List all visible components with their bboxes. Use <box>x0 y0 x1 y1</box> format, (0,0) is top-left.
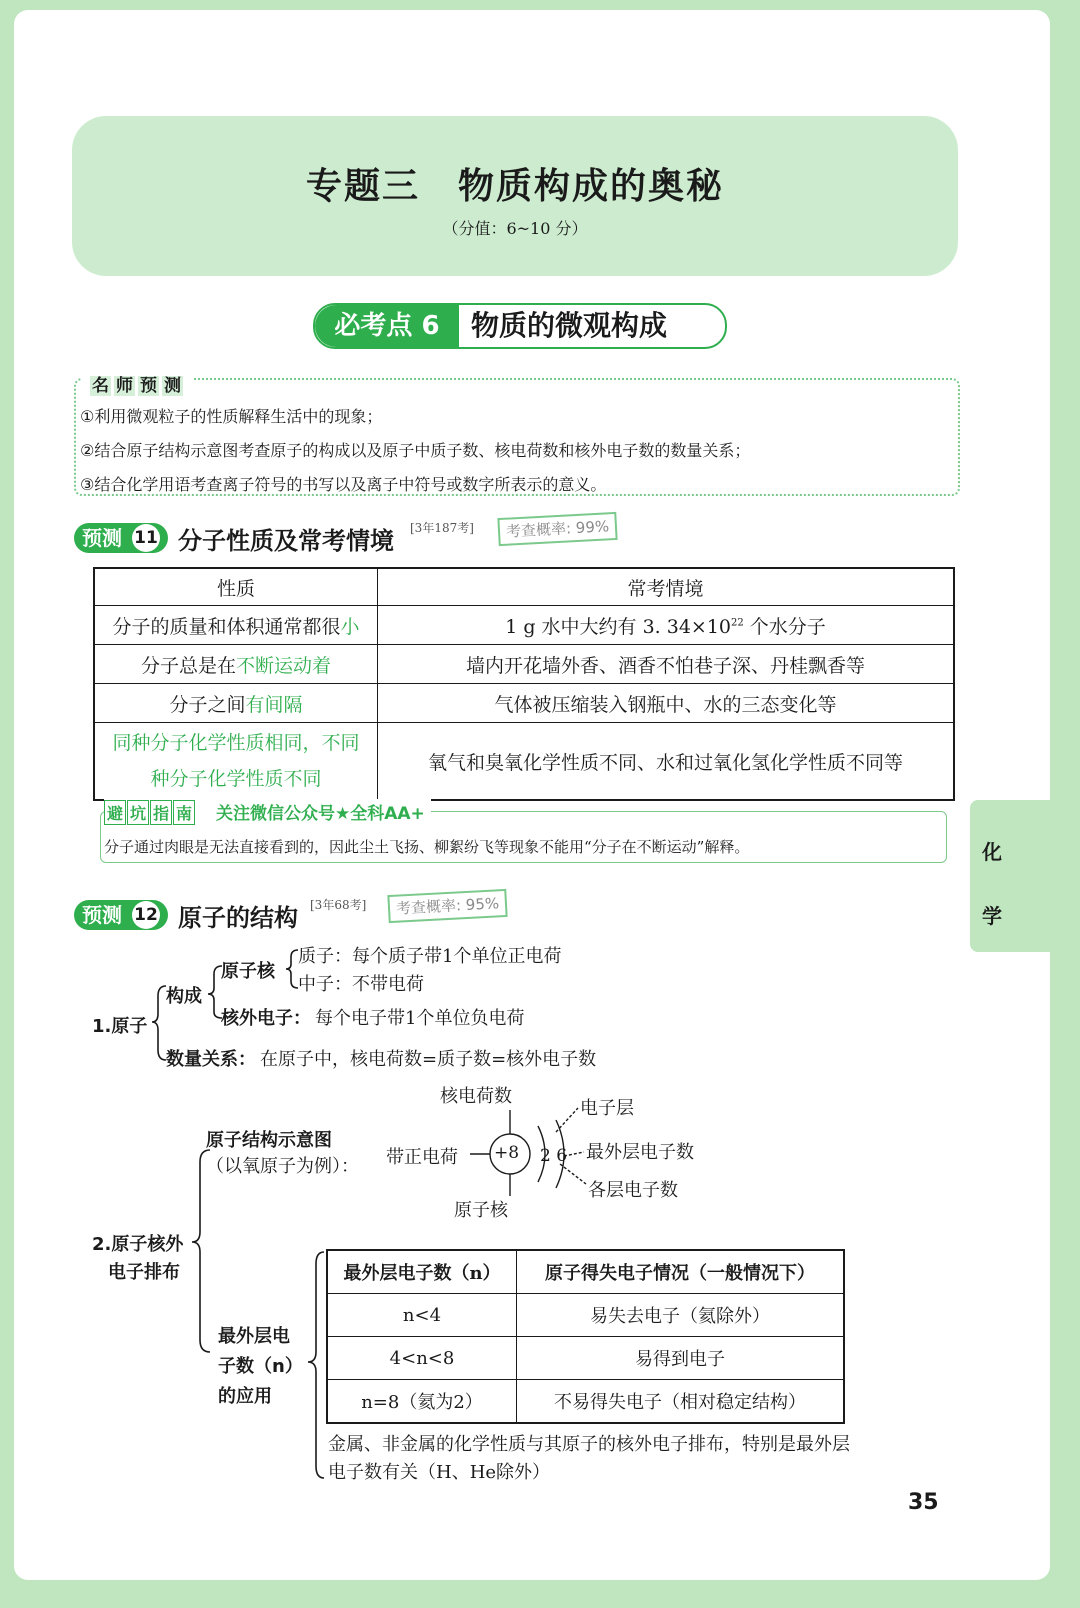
arrangement-label: 电子排布 <box>108 1262 180 1283</box>
exam-count: [3年187考] <box>410 521 474 535</box>
relation-row <box>166 1045 596 1071</box>
property-text: 分子的质量和体积通常都很 <box>112 615 341 638</box>
electron-shell-label: 电子层 <box>580 1098 634 1119</box>
subject-tab-char: 学 <box>982 904 1002 928</box>
diagram-subtitle: （以氧原子为例）： <box>206 1156 359 1177</box>
tag-char: 预 <box>140 376 157 396</box>
promo-text: 关注微信公众号★全科AA+ <box>215 804 425 824</box>
property-answer: 种分子化学性质不同 <box>150 768 322 790</box>
section-badge: 必考点 6 <box>315 305 459 347</box>
table-cell: 易得到电子 <box>517 1337 845 1380</box>
property-answer: 不断运动着 <box>236 654 332 677</box>
nucleus-value: +8 <box>494 1143 520 1163</box>
application-label: 子数（n） <box>218 1356 303 1377</box>
exam-count: [3年68考] <box>310 898 367 912</box>
diagram-title: 原子结构示意图 <box>206 1130 332 1151</box>
page-title: 专题三 物质构成的奥秘 <box>305 166 724 207</box>
tip-char: 坑 <box>127 800 149 825</box>
prediction-line: ②结合原子结构示意图考查原子的构成以及原子中质子数、核电荷数和核外电子数的数量关系； <box>80 441 751 460</box>
prediction-title: 分子性质及常考情境 <box>178 527 394 555</box>
property-text: 分子总是在 <box>140 654 236 677</box>
atom-label: 1.原子 <box>92 1016 148 1037</box>
electron-label: 核外电子： <box>221 1008 311 1029</box>
brace <box>192 1150 210 1352</box>
prediction-badge: 预测 <box>74 523 168 553</box>
positive-charge-label: 带正电荷 <box>386 1147 458 1168</box>
table-cell: 不易得失电子（相对稳定结构） <box>517 1380 845 1424</box>
outer-electrons-label: 最外层电子数 <box>586 1142 694 1163</box>
scenario-cell: 氧气和臭氧化学性质不同、水和过氧化氢化学性质不同等 <box>378 723 955 801</box>
shell-values: 2 6 <box>540 1146 568 1166</box>
subject-tab-char: 化 <box>982 840 1002 864</box>
arrangement-label: 2.原子核外 <box>92 1234 184 1255</box>
arrangement-note: 金属、非金属的化学性质与其原子的核外电子排布，特别是最外层 <box>328 1434 850 1455</box>
nucleus-label: 原子核 <box>221 961 275 982</box>
tag-char: 师 <box>116 376 133 396</box>
prediction-number: 12 <box>132 901 160 929</box>
exam-probability: 考查概率: 99% <box>497 512 617 546</box>
proton-text: 质子：每个质子带1个单位正电荷 <box>298 946 562 967</box>
table-header: 性质 <box>94 568 378 606</box>
brace <box>152 986 166 1060</box>
relation-label: 数量关系： <box>166 1049 256 1070</box>
score-range: （分值：6~10 分） <box>442 219 588 238</box>
property-answer: 小 <box>340 615 360 638</box>
table-header: 原子得失电子情况（一般情况下） <box>517 1250 845 1294</box>
electron-row <box>221 1004 524 1030</box>
property-text: 分子之间 <box>169 693 246 716</box>
prediction-line: ①利用微观粒子的性质解释生活中的现象； <box>80 407 383 426</box>
table-cell: 4<n<8 <box>327 1337 517 1380</box>
exponent: 22 <box>731 617 744 629</box>
prediction-number: 11 <box>132 524 160 552</box>
tip-char: 指 <box>150 800 172 825</box>
relation-text: 在原子中，核电荷数=质子数=核外电子数 <box>260 1049 597 1070</box>
table-row <box>327 1294 844 1337</box>
table-cell: 易失去电子（氦除外） <box>517 1294 845 1337</box>
prediction-badge: 预测 <box>74 900 168 930</box>
scenario-cell: 气体被压缩装入钢瓶中、水的三态变化等 <box>378 684 955 723</box>
table-header: 常考情境 <box>378 568 955 606</box>
nucleus-caption: 原子核 <box>454 1200 508 1221</box>
table-row <box>327 1337 844 1380</box>
exam-probability: 考查概率: 95% <box>387 889 507 923</box>
application-label: 最外层电 <box>218 1326 290 1347</box>
brace <box>286 950 298 988</box>
nuclear-charge-label: 核电荷数 <box>440 1086 512 1107</box>
table-row <box>327 1380 844 1424</box>
prediction-title: 原子的结构 <box>178 904 298 932</box>
tip-text: 分子通过肉眼是无法直接看到的，因此尘土飞扬、柳絮纷飞等现象不能用“分子在不断运动”解释。 <box>104 838 750 856</box>
composition-label: 构成 <box>166 986 202 1007</box>
outer-electron-table <box>326 1249 845 1424</box>
arrangement-note: 电子数有关（H、He除外） <box>328 1462 551 1483</box>
brace <box>308 1252 324 1478</box>
electron-text: 每个电子带1个单位负电荷 <box>315 1008 525 1029</box>
page-number: 35 <box>908 1490 939 1515</box>
table-cell: n=8（氦为2） <box>327 1380 517 1424</box>
tag-char: 测 <box>164 376 181 396</box>
section-title: 物质的微观构成 <box>471 309 668 342</box>
scenario-text: 个水分子 <box>743 615 826 638</box>
layer-electrons-label: 各层电子数 <box>588 1180 678 1201</box>
neutron-text: 中子：不带电荷 <box>298 974 424 995</box>
table-header: 最外层电子数（n） <box>327 1250 517 1294</box>
table-cell: n<4 <box>327 1294 517 1337</box>
property-answer: 同种分子化学性质相同，不同 <box>112 732 360 754</box>
property-answer: 有间隔 <box>245 693 303 716</box>
tag-char: 名 <box>92 376 109 396</box>
application-label: 的应用 <box>218 1386 272 1407</box>
pointer-line <box>560 1164 586 1184</box>
prediction-line: ③结合化学用语考查离子符号的书写以及离子中符号或数字所表示的意义。 <box>80 475 607 494</box>
scenario-text: 1 g 水中大约有 3. 34×10 <box>505 615 732 638</box>
tip-char: 南 <box>173 800 195 825</box>
scenario-cell: 墙内开花墙外香、酒香不怕巷子深、丹桂飘香等 <box>378 645 955 684</box>
tip-char: 避 <box>104 800 126 825</box>
brace <box>208 966 222 1018</box>
